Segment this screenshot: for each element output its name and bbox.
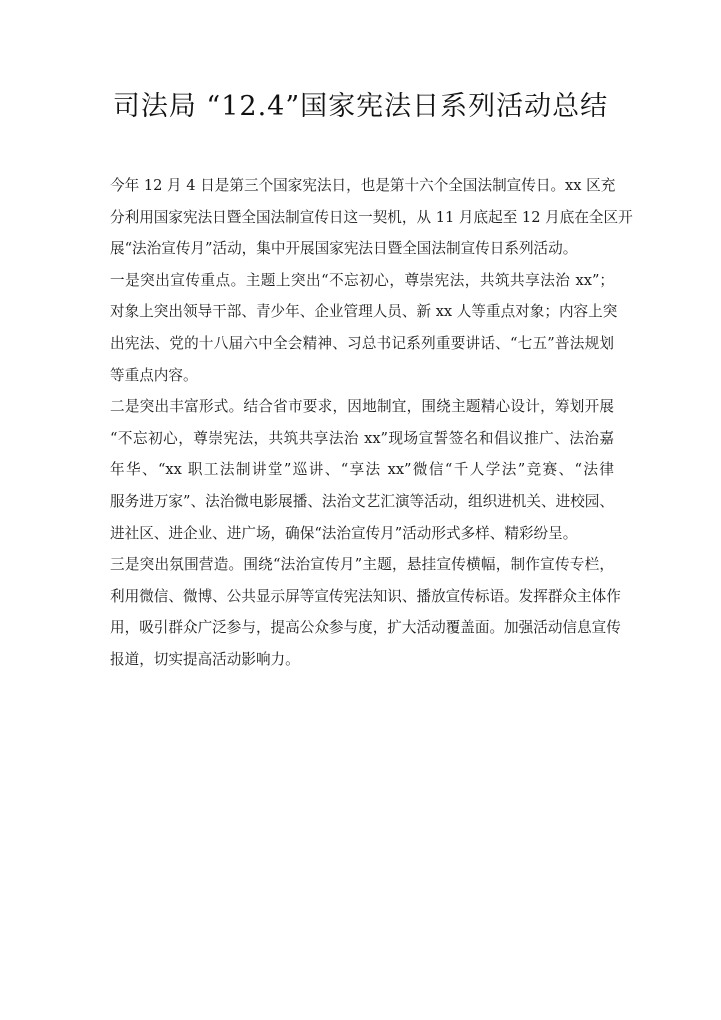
text-line: 进社区、进企业、进广场，确保“法治宣传月”活动形式多样、精彩纷呈。 [110,524,578,542]
text-line: 今年 12 月 4 日是第三个国家宪法日，也是第十六个全国法制宣传日。xx 区充 [110,177,616,194]
text-line: 二是突出丰富形式。结合省市要求，因地制宜，围绕主题精心设计，筹划开展 [110,398,614,416]
paragraph-point-three [110,549,621,675]
text-line: 三是突出氛围营造。围绕“法治宣传月”主题，悬挂宣传横幅，制作宣传专栏， [110,556,614,574]
text-line: 分利用国家宪法日暨全国法制宣传日这一契机，从 11 月底起至 12 月底在全区开 [110,208,633,226]
paragraph-intro [110,170,633,265]
text-line: 服务进万家”、法治微电影展播、法治文艺汇演等活动，组织进机关、进校园、 [110,492,614,510]
text-line: 等重点内容。 [110,366,198,384]
text-line: 对象上突出领导干部、青少年、企业管理人员、新 xx 人等重点对象；内容上突 [110,303,618,321]
text-line: 出宪法、党的十八届六中全会精神、习总书记系列重要讲话、“七五”普法规划 [110,334,614,352]
document-body [110,170,633,676]
text-line: “不忘初心，尊崇宪法，共筑共享法治 xx”现场宣誓签名和倡议推广、法治嘉 [110,429,614,447]
text-line: 年华、“xx 职工法制讲堂”巡讲、“享法 xx”微信“千人学法”竞赛、“法律 [110,461,614,479]
paragraph-point-two [110,391,614,549]
text-line: 一是突出宣传重点。主题上突出“不忘初心，尊崇宪法，共筑共享法治 xx”； [110,271,614,289]
document-title: 司法局 “12.4”国家宪法日系列活动总结 [112,91,609,122]
paragraph-point-one [110,265,618,391]
text-line: 用，吸引群众广泛参与，提高公众参与度，扩大活动覆盖面。加强活动信息宣传 [110,619,621,637]
text-line: 利用微信、微博、公共显示屏等宣传宪法知识、播放宣传标语。发挥群众主体作 [110,587,621,605]
text-line: 展“法治宣传月”活动，集中开展国家宪法日暨全国法制宣传日系列活动。 [110,240,578,258]
text-line: 报道，切实提高活动影响力。 [110,650,300,668]
